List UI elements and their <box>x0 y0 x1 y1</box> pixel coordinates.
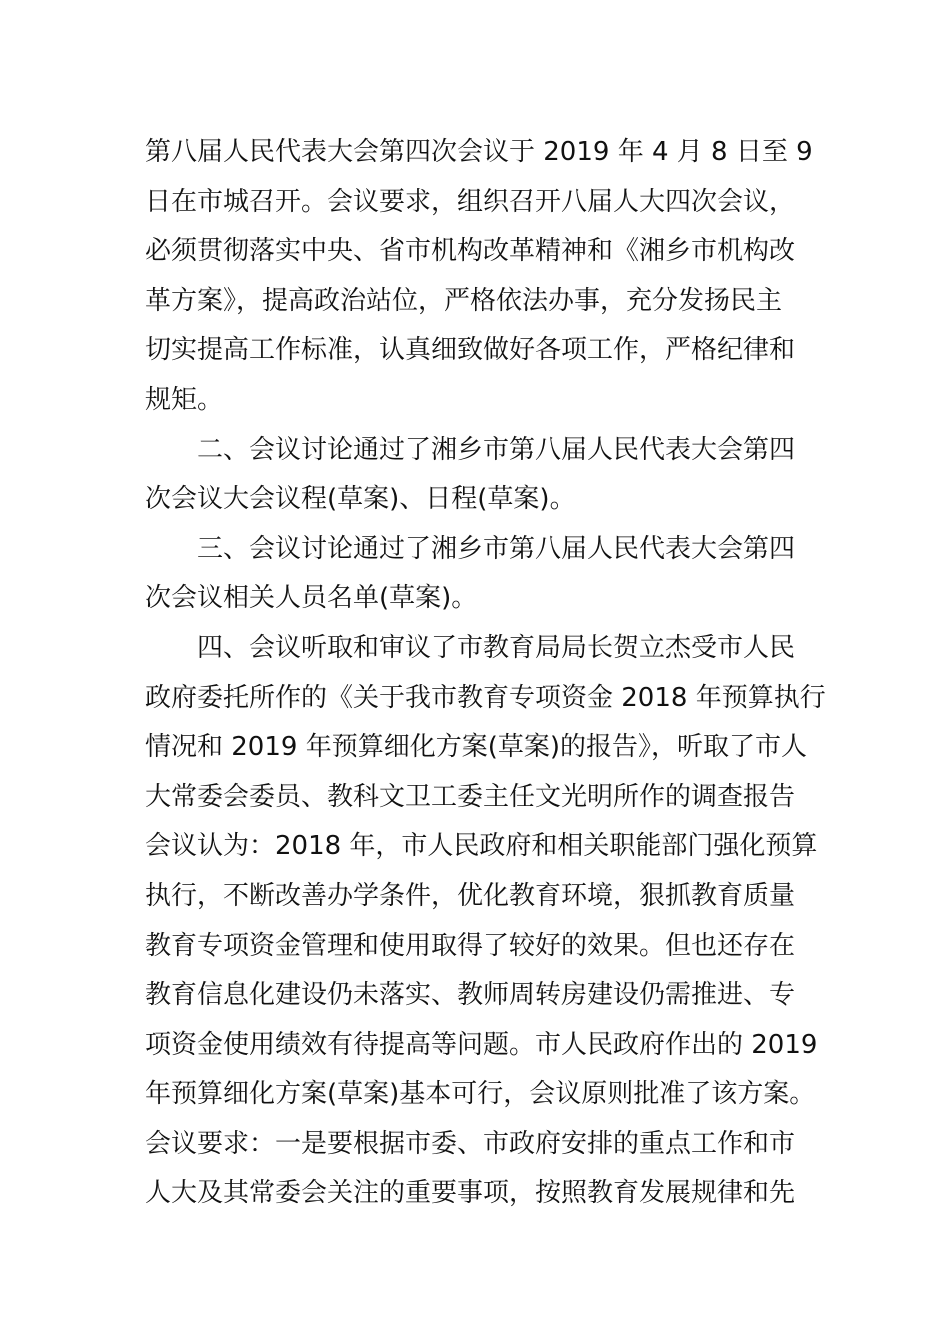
text-line: 情况和 2019 年预算细化方案(草案)的报告》，听取了市人 <box>145 732 807 763</box>
text-line: 教育专项资金管理和使用取得了较好的效果。但也还存在 <box>145 930 796 961</box>
text-line: 人大及其常委会关注的重要事项，按照教育发展规律和先 <box>145 1178 796 1209</box>
paragraph-start-line: 二、会议讨论通过了湘乡市第八届人民代表大会第四 <box>197 434 796 465</box>
text-line: 年预算细化方案(草案)基本可行，会议原则批准了该方案。 <box>145 1079 816 1110</box>
text-line: 政府委托所作的《关于我市教育专项资金 2018 年预算执行 <box>145 682 826 713</box>
text-line: 必须贯彻落实中央、省市机构改革精神和《湘乡市机构改 <box>145 236 796 267</box>
text-line: 执行，不断改善办学条件，优化教育环境，狠抓教育质量 <box>145 880 796 911</box>
text-line: 会议认为：2018 年，市人民政府和相关职能部门强化预算 <box>145 831 818 862</box>
text-line: 大常委会委员、教科文卫工委主任文光明所作的调查报告 <box>145 781 796 812</box>
text-line: 教育信息化建设仍未落实、教师周转房建设仍需推进、专 <box>145 980 796 1011</box>
paragraph-start-line: 四、会议听取和审议了市教育局局长贺立杰受市人民 <box>197 632 796 663</box>
text-line: 规矩。 <box>145 384 224 415</box>
text-line: 切实提高工作标准，认真细致做好各项工作，严格纪律和 <box>145 335 796 366</box>
text-line: 第八届人民代表大会第四次会议于 2019 年 4 月 8 日至 9 <box>145 137 813 167</box>
paragraph-start-line: 三、会议讨论通过了湘乡市第八届人民代表大会第四 <box>197 533 796 564</box>
text-line: 次会议大会议程(草案)、日程(草案)。 <box>145 484 576 515</box>
text-line: 项资金使用绩效有待提高等问题。市人民政府作出的 2019 <box>145 1029 818 1060</box>
text-line: 革方案》，提高政治站位，严格依法办事，充分发扬民主 <box>145 285 783 316</box>
text-line: 日在市城召开。会议要求，组织召开八届人大四次会议， <box>145 186 796 217</box>
text-line: 次会议相关人员名单(草案)。 <box>145 583 478 614</box>
document-body <box>145 128 825 1219</box>
text-line: 会议要求：一是要根据市委、市政府安排的重点工作和市 <box>145 1128 796 1159</box>
